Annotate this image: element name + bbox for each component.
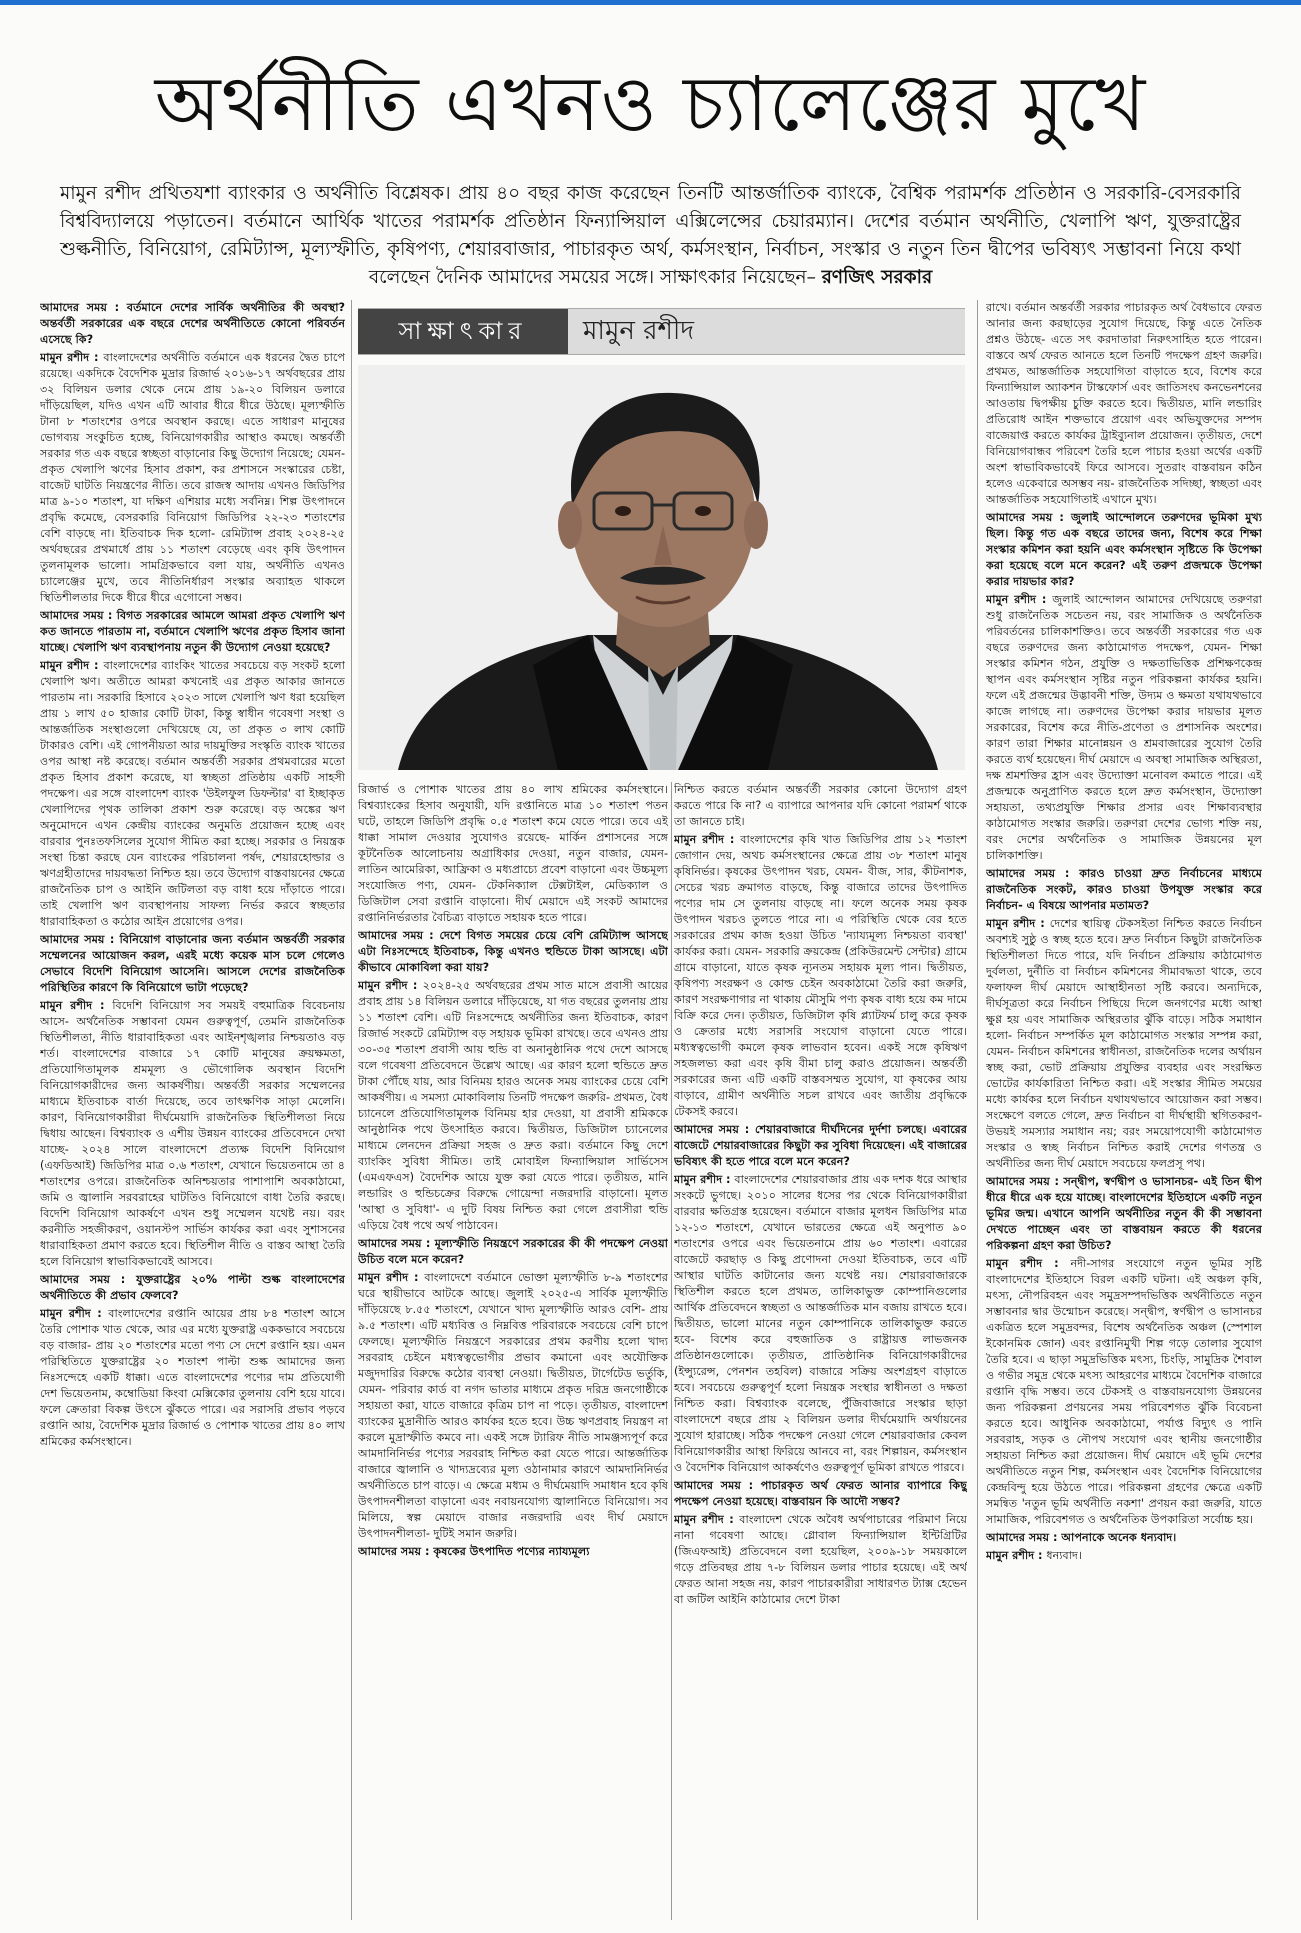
question-paragraph (674, 1122, 967, 1170)
answer-text: নদী-সাগর সংযোগে নতুন ভূমির সৃষ্টি বাংলাদেশের ইতিহাসে বিরল একটি ঘটনা। এই অঞ্চল কৃষি, মৎস্য, নৌপরিবহন এবং সমুদ্রসম্পদভিত্তিক অর্থনীতিতে নতুন সম্ভাবনার দ্বার উন্মোচন করেছে। সন্দ্বীপ, স্বর্ণদ্বীপ ও ভাসানচর একত্রিত হলে সমুদ্রবন্দর, বিশেষ অর্থনৈতিক অঞ্চল (স্পেশাল ইকোনমিক জোন) এবং রপ্তানিমুখী শিল্প গড়ে তোলার সুযোগ তৈরি হবে। এ ছাড়া সমুদ্রভিত্তিক মৎস্য, চিংড়ি, সামুদ্রিক শৈবাল ও গভীর সমুদ্র থেকে মৎস্য আহরণের মাধ্যমে বৈদেশিক বাজারে রপ্তানি বৃদ্ধি সম্ভব। তবে টেকসই ও বাস্তবায়নযোগ্য উন্নয়নের জন্য পরিকল্পনা প্রণয়নের সময় পরিবেশগত ঝুঁকি বিবেচনা করতে হবে। আধুনিক অবকাঠামো, পর্যাপ্ত বিদ্যুৎ ও পানি সরবরাহ, সড়ক ও নৌপথ সংযোগ এবং স্থানীয় জনগোষ্ঠীর সহায়তা নিশ্চিত করা প্রয়োজন। দীর্ঘ মেয়াদে এই ভূমি দেশের অর্থনীতিতে নতুন শিল্প, কর্মসংস্থান এবং বৈদেশিক বিনিয়োগের কেন্দ্রবিন্দু হয়ে উঠতে পারে। পরিকল্পনা গ্রহণের ক্ষেত্রে একটি সমন্বিত 'নতুন ভূমি অর্থনীতি নকশা' প্রণয়ন করা জরুরি, যাতে সামাজিক, পরিবেশগত ও অর্থনৈতিক উপকারিতা সর্বোচ্চ হয়। (986, 1257, 1262, 1526)
top-accent-bar (0, 0, 1301, 5)
column-rule-middle (671, 782, 672, 1920)
speaker-label-interviewer: আমাদের সময় : (358, 1237, 435, 1250)
answer-text: বাংলাদেশ থেকে অবৈধ অর্থপাচারের পরিমাণ নিয়ে নানা গবেষণা আছে। গ্লোবাল ফিন্যান্সিয়াল ইন্টিগ্রিটির (জিএফআই) প্রতিবেদনে বলা হয়েছিল, ২০০৯-১৮ সময়কালে গড়ে প্রতিবছর প্রায় ৭-৮ বিলিয়ন ডলার পাচার হয়েছে। এই অর্থ ফেরত আনা সহজ নয়, কারণ পাচারকারীরা সাধারণত ট্যাক্স হেভেন বা জটিল আইনি কাঠামোর দেশে টাকা (674, 1513, 967, 1606)
speaker-label-interviewee: মামুন রশীদ : (674, 1173, 735, 1186)
question-text: পাচারকৃত অর্থ ফেরত আনার ব্যাপারে কিছু পদক্ষেপ নেওয়া হয়েছে। বাস্তবায়ন কি আদৌ সম্ভব? (674, 1479, 967, 1508)
speaker-label-interviewer: আমাদের সময় : (358, 1545, 434, 1558)
question-paragraph (40, 1272, 345, 1304)
speaker-label-interviewee: মামুন রশীদ : (40, 1307, 109, 1320)
column-rule-right (977, 300, 978, 1920)
continued-paragraph: রাখে। বর্তমান অন্তর্বর্তী সরকার পাচারকৃত অর্থ বৈধভাবে ফেরত আনার জন্য করছাড়ের সুযোগ দিয়েছে, কিন্তু এতে নৈতিক প্রশ্নও উঠছে- এতে সৎ করদাতারা নিরুৎসাহিত হতে পারেন। বাস্তবে অর্থ ফেরত আনতে হলে তিনটি পদক্ষেপ গ্রহণ জরুরি। প্রথমত, আন্তর্জাতিক সহযোগিতা বাড়াতে হবে, বিশেষ করে ফিন্যান্সিয়াল অ্যাকশন টাস্কফোর্স এবং জাতিসংঘ কনভেনশনের আওতায় দ্বিপক্ষীয় চুক্তি করতে হবে। দ্বিতীয়ত, মানি লন্ডারিং প্রতিরোধ আইন শক্তভাবে প্রয়োগ এবং অভিযুক্তদের সম্পদ বাজেয়াপ্ত করতে কার্যকর ট্রাইব্যুনাল প্রয়োজন। তৃতীয়ত, দেশে বিনিয়োগবান্ধব পরিবেশ তৈরি হলে পাচার হওয়া অর্থের একটি অংশ স্বাভাবিকভাবেই ফিরে আসবে। সুতরাং বাস্তবায়ন কঠিন হলেও একেবারে অসম্ভব নয়- রাজনৈতিক সদিচ্ছা, স্বচ্ছতা এবং আন্তর্জাতিক সহযোগিতাই এখানে মুখ্য। (986, 301, 1262, 506)
speaker-label-interviewee: মামুন রশীদ : (986, 593, 1053, 606)
speaker-label-interviewer: আমাদের সময় : (40, 609, 117, 622)
speaker-label-interviewer: আমাদের সময় : (674, 1479, 761, 1492)
answer-paragraph (358, 1270, 668, 1542)
headline: অর্থনীতি এখনও চ্যালেঞ্জের মুখে (154, 59, 1147, 148)
interview-banner (358, 308, 965, 355)
column-rule-left (351, 300, 352, 1920)
question-paragraph (986, 1530, 1262, 1546)
answer-paragraph (40, 1306, 345, 1450)
interview-kicker: সাক্ষাৎকার (358, 309, 568, 354)
answer-text: বাংলাদেশের শেয়ারবাজার প্রায় এক দশক ধরে আস্থার সংকটে ভুগছে। ২০১০ সালের ধসের পর থেকে বিনিয়োগকারীরা বারবার ক্ষতিগ্রস্ত হয়েছেন। বর্তমানে বাজার মূলধন জিডিপির মাত্র ১২-১৩ শতাংশে, যেখানে ভারতের ক্ষেত্রে এই অনুপাত ৯০ শতাংশের ওপরে এবং ভিয়েতনামে প্রায় ৬০ শতাংশ। এবারের বাজেটে করছাড় ও কিছু প্রণোদনা দেওয়া ইতিবাচক, তবে এটি আস্থার ঘাটতি কাটানোর জন্য যথেষ্ট নয়। শেয়ারবাজারকে স্থিতিশীল করতে হলে প্রথমত, তালিকাভুক্ত কোম্পানিগুলোর আর্থিক প্রতিবেদনে স্বচ্ছতা ও আন্তর্জাতিক মান বজায় রাখতে হবে। দ্বিতীয়ত, ভালো মানের নতুন কোম্পানিকে তালিকাভুক্ত করতে হবে- বিশেষ করে বহুজাতিক ও রাষ্ট্রায়ত্ত লাভজনক প্রতিষ্ঠানগুলোকে। তৃতীয়ত, প্রাতিষ্ঠানিক বিনিয়োগকারীদের (ইন্স্যুরেন্স, পেনশন তহবিল) বাজারে সক্রিয় অংশগ্রহণ বাড়াতে হবে। সবচেয়ে গুরুত্বপূর্ণ হলো নিয়ন্ত্রক সংস্থার স্বাধীনতা ও দক্ষতা নিশ্চিত করা। বিশ্বব্যাংক বলেছে, পুঁজিবাজারে সংস্কার ছাড়া বাংলাদেশে বছরে প্রায় ২ বিলিয়ন ডলার দীর্ঘমেয়াদি অর্থায়নের সুযোগ হারাচ্ছে। সঠিক পদক্ষেপ নেওয়া গেলে শেয়ারবাজার কেবল বিনিয়োগকারীর আস্থা ফিরিয়ে আনবে না, বরং শিল্পায়ন, কর্মসংস্থান ও বৈদেশিক বিনিয়োগ আকর্ষণেও গুরুত্বপূর্ণ ভূমিকা রাখতে পারবে। (674, 1173, 967, 1474)
question-paragraph (358, 1236, 668, 1268)
speaker-label-interviewee: মামুন রশীদ : (674, 833, 741, 846)
answer-paragraph (358, 978, 668, 1234)
question-text: কারও চাওয়া দ্রুত নির্বাচনের মাধ্যমে রাজনৈতিক সংকট, কারও চাওয়া উপযুক্ত সংস্কার করে নির্বাচন- এ বিষয়ে আপনার মতামত? (986, 867, 1262, 912)
answer-paragraph (40, 998, 345, 1270)
question-text: আপনাকে অনেক ধন্যবাদ। (1061, 1531, 1177, 1544)
answer-text: বাংলাদেশের অর্থনীতি বর্তমানে এক ধরনের দ্বৈত চাপে রয়েছে। একদিকে বৈদেশিক মুদ্রার রিজার্ভ ২০১৬-১৭ অর্থবছরের প্রায় ৩২ বিলিয়ন ডলার থেকে নেমে প্রায় ১৯-২০ বিলিয়ন ডলারে দাঁড়িয়েছিল, যদিও এখন এটি আবার ধীরে ধীরে উঠছে। মূল্যস্ফীতি টানা ৮ শতাংশের ওপরে অবস্থান করছে। এতে সাধারণ মানুষের ভোগব্যয় সংকুচিত হচ্ছে, বিনিয়োগকারীর আস্থাও কমছে। অন্তর্বর্তী সরকার গত এক বছরে স্বচ্ছতা বাড়ানোর কিছু উদ্যোগ নিয়েছে; যেমন- প্রকৃত খেলাপি ঋণের হিসাব প্রকাশ, কর প্রশাসনে সংস্কারের চেষ্টা, বাজেট ঘাটতি নিয়ন্ত্রণের নীতি। তবে রাজস্ব আদায় এখনও জিডিপির মাত্র ৯-১০ শতাংশ, যা দক্ষিণ এশিয়ার মধ্যে সর্বনিম্ন। শিল্প উৎপাদনে প্রবৃদ্ধি কমেছে, বেসরকারি বিনিয়োগ জিডিপির ২২-২৩ শতাংশের বেশি বাড়ছে না। ইতিবাচক দিক হলো- রেমিট্যান্স প্রবাহ ২০২৪-২৫ অর্থবছরের প্রথমার্ধে প্রায় ১১ শতাংশ বেড়েছে এবং কৃষি উৎপাদন তুলনামূলক ভালো। সামগ্রিকভাবে বলা যায়, অর্থনীতি এখনও চ্যালেঞ্জের মুখে, তবে নীতিনির্ধারণ সংস্কার অব্যাহত থাকলে স্থিতিশীলতার দিকে ধীরে ধীরে এগোনো সম্ভব। (40, 351, 345, 604)
question-paragraph (40, 300, 345, 348)
speaker-label-interviewer: আমাদের সময় : (674, 1123, 755, 1136)
intro-paragraph (60, 180, 1241, 292)
answer-paragraph (674, 832, 967, 1120)
speaker-label-interviewer: আমাদের সময় : (40, 301, 127, 314)
answer-paragraph (986, 592, 1262, 864)
answer-text: ধন্যবাদ। (1046, 1549, 1082, 1562)
question-paragraph (986, 1174, 1262, 1254)
question-paragraph (40, 608, 345, 656)
speaker-label-interviewee: মামুন রশীদ : (358, 1271, 425, 1284)
question-text: যুক্তরাষ্ট্রের ২০% পাল্টা শুল্ক বাংলাদেশের অর্থনীতিতে কী প্রভাব ফেলবে? (40, 1273, 345, 1302)
article-column-3 (674, 782, 967, 1920)
answer-paragraph (674, 1172, 967, 1476)
question-text: বর্তমানে দেশের সার্বিক অর্থনীতির কী অবস্থা? অন্তর্বর্তী সরকারের এক বছরে দেশের অর্থনীতিতে কোনো পরিবর্তন এসেছে কি? (40, 301, 345, 346)
intro-byline: রণজিৎ সরকার (821, 267, 933, 288)
answer-text: বিদেশি বিনিয়োগ সব সময়ই বহুমাত্রিক বিবেচনায় আসে- অর্থনৈতিক সম্ভাবনা যেমন গুরুত্বপূর্ণ, তেমনি রাজনৈতিক স্থিতিশীলতা, নীতি ধারাবাহিকতা এবং আইনশৃঙ্খলার নিশ্চয়তাও বড় শর্ত। বাংলাদেশের বাজারে ১৭ কোটি মানুষের ক্রয়ক্ষমতা, প্রতিযোগিতামূলক শ্রমমূল্য ও ভৌগোলিক অবস্থান বিদেশি বিনিয়োগকারীদের জন্য আকর্ষণীয়। অন্তর্বর্তী সরকার সম্মেলনের মাধ্যমে ইতিবাচক বার্তা দিয়েছে, তবে তাৎক্ষণিক সাড়া মেলেনি। কারণ, বিনিয়োগকারীরা দীর্ঘমেয়াদি রাজনৈতিক স্থিতিশীলতা নিয়ে দ্বিধায় আছেন। বিশ্বব্যাংক ও এশীয় উন্নয়ন ব্যাংকের প্রতিবেদনে দেখা যাচ্ছে- ২০২৪ সালে বাংলাদেশে প্রত্যক্ষ বিদেশি বিনিয়োগ (এফডিআই) জিডিপির মাত্র ০.৬ শতাংশ, যেখানে ভিয়েতনামে তা ৪ শতাংশের ওপরে। রাজনৈতিক অনিশ্চয়তার পাশাপাশি অবকাঠামো, জমি ও জ্বালানি সরবরাহের ঘাটতিও বিনিয়োগে বাধা তৈরি করছে। বিদেশি বিনিয়োগ আকর্ষণে এখন শুধু সম্মেলন যথেষ্ট নয়। বরং করনীতি সহজীকরণ, ওয়ানস্টপ সার্ভিস কার্যকর করা এবং সুশাসনের ধারাবাহিকতা প্রমাণ করতে হবে। স্থিতিশীল নীতি ও বাস্তব আস্থা তৈরি হলে বিনিয়োগ স্বাভাবিকভাবেই আসবে। (40, 999, 345, 1268)
answer-text: বাংলাদেশের কৃষি খাত জিডিপির প্রায় ১২ শতাংশ জোগান দেয়, অথচ কর্মসংস্থানের ক্ষেত্রে প্রায় ৩৮ শতাংশ মানুষ কৃষিনির্ভর। কৃষকের উৎপাদন খরচ, যেমন- বীজ, সার, কীটনাশক, সেচের খরচ ক্রমাগত বাড়ছে, কিন্তু বাজারে তাদের উৎপাদিত পণ্যের দাম সে তুলনায় বাড়ছে না। ফলে অনেক সময় কৃষক উৎপাদন খরচও তুলতে পারে না। এ পরিস্থিতি থেকে বের হতে সরকারের প্রথম কাজ হওয়া উচিত 'ন্যায্যমূল্য নিশ্চয়তা ব্যবস্থা' কার্যকর করা। যেমন- সরকারি ক্রয়কেন্দ্র (প্রকিউরমেন্ট সেন্টার) গ্রামে গ্রামে বাড়ানো, যাতে কৃষক ন্যূনতম সহায়ক মূল্য পান। দ্বিতীয়ত, কৃষিপণ্য সংরক্ষণ ও কোল্ড চেইন অবকাঠামো তৈরি করা জরুরি, কারণ সংরক্ষণাগার না থাকায় মৌসুমি পণ্য কৃষক বাধ্য হয়ে কম দামে বিক্রি করে দেন। তৃতীয়ত, ডিজিটাল কৃষি প্ল্যাটফর্ম চালু করে কৃষক ও ক্রেতার মধ্যে সরাসরি সংযোগ বাড়ানো যেতে পারে। মধ্যস্বত্বভোগী কমলে কৃষক লাভবান হবেন। একই সঙ্গে কৃষিঋণ সহজলভ্য করা এবং কৃষি বীমা চালু করাও প্রয়োজন। অন্তর্বর্তী সরকারের জন্য এটি একটি বাস্তবসম্মত সুযোগ, যা কৃষকের আয় বাড়াবে, গ্রামীণ অর্থনীতি সচল রাখবে এবং জাতীয় প্রবৃদ্ধিকে টেকসই করবে। (674, 833, 967, 1118)
question-paragraph (40, 932, 345, 996)
question-text: জুলাই আন্দোলনে তরুণদের ভূমিকা মুখ্য ছিল। কিন্তু গত এক বছরে তাদের জন্য, বিশেষ করে শিক্ষা সংস্কার কমিশন করা হয়নি এবং কর্মসংস্থান সৃষ্টিতে কি উপেক্ষা করা হয়েছে বলে মনে করেন? এই তরুণ প্রজন্মকে উপেক্ষা করার দায়ভার কার? (986, 511, 1262, 588)
speaker-label-interviewee: মামুন রশীদ : (40, 351, 104, 364)
speaker-label-interviewer: আমাদের সময় : (986, 1531, 1062, 1544)
speaker-label-interviewer: আমাদের সময় : (40, 933, 120, 946)
speaker-label-interviewer: আমাদের সময় : (986, 511, 1072, 524)
continued-paragraph: রিজার্ভ ও পোশাক খাতের প্রায় ৪০ লাখ শ্রমিকের কর্মসংস্থানে। বিশ্বব্যাংকের হিসাব অনুযায়ী, যদি রপ্তানিতে মাত্র ১০ শতাংশ পতন ঘটে, তাহলে জিডিপি প্রবৃদ্ধি ০.৫ শতাংশ কমে যেতে পারে। তবে এই ধাক্কা সামাল দেওয়ার সুযোগও রয়েছে- মার্কিন প্রশাসনের সঙ্গে কূটনৈতিক আলোচনায় অগ্রাধিকার দেওয়া, নতুন বাজার, যেমন- লাতিন আমেরিকা, আফ্রিকা ও মধ্যপ্রাচ্যে প্রবেশ বাড়ানো এবং উচ্চমূল্য সংযোজিত পণ্য, যেমন- টেকনিক্যাল টেক্সটাইল, মেডিক্যাল ও ডিজিটাল সেবা রপ্তানি বাড়ানো। দীর্ঘ মেয়াদে এই সংকট আমাদের রপ্তানিনির্ভরতার বৈচিত্র্য বাড়াতে সহায়ক হতে পারে। (358, 783, 668, 924)
answer-text: ২০২৪-২৫ অর্থবছরের প্রথম সাত মাসে প্রবাসী আয়ের প্রবাহ প্রায় ১৪ বিলিয়ন ডলারে দাঁড়িয়েছে, যা গত বছরের তুলনায় প্রায় ১১ শতাংশ বেশি। এটি নিঃসন্দেহে অর্থনীতির জন্য ইতিবাচক, কারণ রিজার্ভ সংকটে রেমিট্যান্স বড় সহায়ক ভূমিকা রাখছে। তবে এখনও প্রায় ৩০-৩৫ শতাংশ প্রবাসী আয় হুন্ডি বা অনানুষ্ঠানিক পথে দেশে আসছে বলে গবেষণা প্রতিবেদনে উল্লেখ আছে। এর কারণ হলো হুন্ডিতে দ্রুত টাকা পৌঁছে যায়, আর বিনিময় হারও অনেক সময় ব্যাংকের চেয়ে বেশি আকর্ষণীয়। এ সমস্যা মোকাবিলায় তিনটি পদক্ষেপ জরুরি- প্রথমত, বৈধ চ্যানেলে প্রতিযোগিতামূলক বিনিময় হার দেওয়া, যা প্রবাসী শ্রমিককে আনুষ্ঠানিক পথে উৎসাহিত করবে। দ্বিতীয়ত, ডিজিটাল চ্যানেলের মাধ্যমে লেনদেন প্রক্রিয়া সহজ ও দ্রুত করা। বর্তমানে কিছু দেশে ব্যাংকিং সুবিধা সীমিত। তাই মোবাইল ফিন্যান্সিয়াল সার্ভিসেস (এমএফএস) বৈদেশিক আয়ে যুক্ত করা যেতে পারে। তৃতীয়ত, মানি লন্ডারিং ও হুন্ডিচক্রের বিরুদ্ধে গোয়েন্দা নজরদারি বাড়ানো। মূলত 'আস্থা ও সুবিধা'- এ দুটি বিষয় নিশ্চিত করা গেলে প্রবাসীরা হুন্ডি এড়িয়ে বৈধ পথে অর্থ পাঠাবেন। (358, 979, 668, 1232)
question-text: সন্দ্বীপ, স্বর্ণদ্বীপ ও ভাসানচর- এই তিন দ্বীপ ধীরে ধীরে এক হয়ে যাচ্ছে। বাংলাদেশের ইতিহাসে একটি নতুন ভূমির জন্ম। এখানে আপনি অর্থনীতির নতুন কী কী সম্ভাবনা দেখতে পাচ্ছেন এবং তা বাস্তবায়ন করতে কী ধরনের পরিকল্পনা গ্রহণ করা উচিত? (986, 1175, 1262, 1252)
question-text: শেয়ারবাজারে দীর্ঘদিনের দুর্দশা চলছে। এবারের বাজেটে শেয়ারবাজারের কিছুটা কর সুবিধা দিয়েছেন। এই বাজারের ভবিষ্যৎ কী হতে পারে বলে মনে করেন? (674, 1123, 967, 1168)
answer-paragraph (986, 1256, 1262, 1528)
speaker-label-interviewee: মামুন রশীদ : (40, 659, 104, 672)
interviewee-name: মামুন রশীদ (583, 316, 694, 346)
portrait-illustration (358, 365, 965, 770)
intro-text: মামুন রশীদ প্রথিতযশা ব্যাংকার ও অর্থনীতি বিশ্লেষক। প্রায় ৪০ বছর কাজ করেছেন তিনটি আন্তর্জাতিক ব্যাংকে, বৈশ্বিক পরামর্শক প্রতিষ্ঠান ও সরকারি-বেসরকারি বিশ্ববিদ্যালয়ে পড়াতেন। বর্তমানে আর্থিক খাতের পরামর্শক প্রতিষ্ঠান ফিন্যান্সিয়াল এক্সিলেন্সের চেয়ারম্যান। দেশের বর্তমান অর্থনীতি, খেলাপি ঋণ, যুক্তরাষ্ট্রের শুল্কনীতি, বিনিয়োগ, রেমিট্যান্স, মূল্যস্ফীতি, কৃষিপণ্য, শেয়ারবাজার, পাচারকৃত অর্থ, কর্মসংস্থান, নির্বাচন, সংস্কার ও নতুন তিন দ্বীপের ভবিষ্যৎ সম্ভাবনা নিয়ে কথা বলেছেন দৈনিক আমাদের সময়ের সঙ্গে। সাক্ষাৎকার নিয়েছেন– (60, 183, 1241, 288)
question-text: কৃষকের উৎপাদিত পণ্যের ন্যায্যমূল্য (433, 1545, 590, 1558)
question-paragraph (986, 510, 1262, 590)
continued-paragraph: নিশ্চিত করতে বর্তমান অন্তর্বর্তী সরকার কোনো উদ্যোগ গ্রহণ করতে পারে কি না? এ ব্যাপারে আপনার যদি কোনো পরামর্শ থাকে তা জানতে চাই। (674, 783, 967, 828)
answer-paragraph (986, 916, 1262, 1172)
answer-text: জুলাই আন্দোলন আমাদের দেখিয়েছে তরুণরা শুধু রাজনৈতিক সচেতন নয়, বরং সামাজিক ও অর্থনৈতিক পরিবর্তনের চালিকাশক্তিও। তবে অন্তর্বর্তী সরকারের গত এক বছরে তরুণদের জন্য কাঠামোগত পদক্ষেপ, যেমন- শিক্ষা সংস্কার কমিশন গঠন, প্রযুক্তি ও দক্ষতাভিত্তিক প্রশিক্ষণকেন্দ্র স্থাপন এবং কর্মসংস্থান সৃষ্টির নতুন পরিকল্পনা কার্যকর হয়নি। ফলে এই প্রজন্মের উদ্ভাবনী শক্তি, উদ্যম ও ক্ষমতা যথাযথভাবে কাজে লাগছে না। তরুণদের উপেক্ষা করার দায়ভার মূলত সরকারের, বিশেষ করে নীতি-প্রণেতা ও প্রশাসনিক অংশের। কারণ তারা শিক্ষার মানোন্নয়ন ও শ্রমবাজারের সুযোগ তৈরি করতে ব্যর্থ হয়েছেন। দীর্ঘ মেয়াদে এ অবস্থা সামাজিক অস্থিরতা, দক্ষ শ্রমশক্তির হ্রাস এবং উদ্যোক্তা মনোবল কমাতে পারে। এই প্রজন্মকে অনুপ্রাণিত করতে হলে দ্রুত কর্মসংস্থান, উদ্যোক্তা সহায়তা, তথ্যপ্রযুক্তি শিক্ষার প্রসার এবং শিক্ষাব্যবস্থার কাঠামোগত সংস্কার জরুরি। তরুণরা দেশের ভোগ্য শক্তি নয়, বরং দেশের অর্থনৈতিক ও সামাজিক উন্নয়নের মূল চালিকাশক্তি। (986, 593, 1262, 862)
speaker-label-interviewee: মামুন রশীদ : (986, 917, 1050, 930)
answer-paragraph (674, 1512, 967, 1608)
speaker-label-interviewee: মামুন রশীদ : (986, 1549, 1047, 1562)
speaker-label-interviewer: আমাদের সময় : (358, 929, 440, 942)
question-paragraph (358, 928, 668, 976)
question-paragraph (358, 1544, 668, 1560)
answer-text: বাংলাদেশের ব্যাংকিং খাতের সবচেয়ে বড় সংকট হলো খেলাপি ঋণ। অতীতে আমরা কখনোই এর প্রকৃত আকার জানতে পারতাম না। সরকারি হিসাবে ২০২৩ সালে খেলাপি ঋণ ধরা হয়েছিল প্রায় ১ লাখ ৫০ হাজার কোটি টাকা, কিন্তু স্বাধীন গবেষণা সংস্থা ও আন্তর্জাতিক সংস্থাগুলো দেখিয়েছে যে, তা প্রকৃত ৩ লাখ কোটি টাকারও বেশি। এই গোপনীয়তা আর দায়মুক্তির সংস্কৃতি ব্যাংক খাতের ওপর আস্থা নষ্ট করেছে। বর্তমান অন্তর্বর্তী সরকার প্রথমবারের মতো প্রকৃত হিসাব প্রকাশ করেছে, যা স্বচ্ছতা প্রতিষ্ঠায় একটি সাহসী পদক্ষেপ। এর সঙ্গে বাংলাদেশ ব্যাংক 'উইলফুল ডিফল্টার' বা ইচ্ছাকৃত খেলাপিদের পৃথক তালিকা প্রকাশ শুরু করেছে। বড় অঙ্কের ঋণ অনুমোদনে এখন কেন্দ্রীয় ব্যাংকের অনুমতি প্রয়োজন হচ্ছে এবং বারবার পুনঃতফসিলের সুযোগ সীমিত করা হচ্ছে। সরকার ও নিয়ন্ত্রক সংস্থা চিন্তা করছে যেন ব্যাংকের পরিচালনা পর্ষদ, শেয়ারহোল্ডার ও ঋণগ্রহীতাদের দায়বদ্ধতা নিশ্চিত হয়। তবে উদ্যোগ বাস্তবায়নের ক্ষেত্রে রাজনৈতিক চাপ ও আইনি জটিলতা বড় বাধা হয়ে দাঁড়াতে পারে। তাই খেলাপি ঋণ ব্যবস্থাপনায় সাফল্য নির্ভর করবে স্বচ্ছতার ধারাবাহিকতা ও কঠোর আইন প্রয়োগের ওপর। (40, 659, 345, 928)
question-text: দেশে বিগত সময়ের চেয়ে বেশি রেমিট্যান্স আসছে এটা নিঃসন্দেহে ইতিবাচক, কিন্তু এখনও হুন্ডিতে টাকা আসছে। এটা কীভাবে মোকাবিলা করা যায়? (358, 929, 668, 974)
question-paragraph (986, 866, 1262, 914)
speaker-label-interviewer: আমাদের সময় : (40, 1273, 137, 1286)
speaker-label-interviewee: মামুন রশীদ : (986, 1257, 1071, 1270)
article-column-4 (986, 300, 1262, 1920)
interviewee-photo (358, 365, 965, 770)
answer-paragraph (40, 658, 345, 930)
speaker-label-interviewee: মামুন রশীদ : (40, 999, 113, 1012)
answer-paragraph (986, 1548, 1262, 1564)
answer-text: দেশের স্থায়িত্ব টেকসইতা নিশ্চিত করতে নির্বাচন অবশ্যই সুষ্ঠু ও স্বচ্ছ হতে হবে। দ্রুত নির্বাচন কিছুটা রাজনৈতিক স্থিতিশীলতা দিতে পারে, যদি নির্বাচন প্রক্রিয়ায় কাঠামোগত দুর্বলতা, দুর্নীতি বা নির্বাচন কমিশনের সীমাবদ্ধতা থাকে, তবে ফলাফল দীর্ঘ মেয়াদে আস্থাহীনতা সৃষ্টি করবে। অন্যদিকে, দীর্ঘসূত্রতা করে নির্বাচন পিছিয়ে দিলে জনগণের মধ্যে আস্থা ক্ষুণ্ণ হয় এবং সামাজিক অস্থিরতার ঝুঁকি বাড়ে। সঠিক সমাধান হলো- নির্বাচন সম্পর্কিত মূল কাঠামোগত সংস্কার সম্পন্ন করা, যেমন- নির্বাচন কমিশনের স্বাধীনতা, রাজনৈতিক দলের অর্থায়ন স্বচ্ছ করা, ভোট প্রক্রিয়ায় প্রযুক্তির ব্যবহার এবং সংরক্ষিত ভোটের কার্যকারিতা নিশ্চিত করা। এই সংস্কার সীমিত সময়ের মধ্যে কার্যকর হলে নির্বাচন যথাযথভাবে আয়োজন করা সম্ভব। সংক্ষেপে বলতে গেলে, দ্রুত নির্বাচন বা দীর্ঘস্থায়ী স্থগিতকরণ- উভয়ই সমস্যার সমাধান নয়; বরং সময়োপযোগী কাঠামোগত সংস্কার ও স্বচ্ছ নির্বাচন নিশ্চিত করাই দেশের গণতন্ত্র ও অর্থনীতির জন্য দীর্ঘ মেয়াদে সবচেয়ে ফলপ্রসূ পথ। (986, 917, 1262, 1170)
answer-text: বাংলাদেশে বর্তমানে ভোক্তা মূল্যস্ফীতি ৮-৯ শতাংশের ঘরে স্থায়ীভাবে আটকে আছে। জুলাই ২০২৫-এ সার্বিক মূল্যস্ফীতি দাঁড়িয়েছে ৮.৫৫ শতাংশে, যেখানে খাদ্য মূল্যস্ফীতি আরও বেশি- প্রায় ৯.৫ শতাংশ। এটি মধ্যবিত্ত ও নিম্নবিত্ত পরিবারকে সবচেয়ে বেশি চাপে ফেলছে। মূল্যস্ফীতি নিয়ন্ত্রণে সরকারের প্রথম করণীয় হলো খাদ্য সরবরাহ চেইনে মধ্যস্বত্বভোগীর প্রভাব কমানো এবং অযৌক্তিক মজুদদারির বিরুদ্ধে কঠোর ব্যবস্থা নেওয়া। দ্বিতীয়ত, টার্গেটেড ভর্তুকি, যেমন- পরিবার কার্ড বা নগদ ভাতার মাধ্যমে প্রকৃত দরিদ্র জনগোষ্ঠীকে সহায়তা করা, যাতে বাজারে কৃত্রিম চাপ না পড়ে। তৃতীয়ত, বাংলাদেশ ব্যাংকের মুদ্রানীতি আরও কার্যকর হতে হবে। উচ্চ ঋণপ্রবাহ নিয়ন্ত্রণ না করলে মুদ্রাস্ফীতি কমবে না। একই সঙ্গে ট্যারিফ নীতি সামঞ্জস্যপূর্ণ করে আমদানিনির্ভর পণ্যের সরবরাহ নিশ্চিত করা যেতে পারে। আন্তর্জাতিক বাজারে জ্বালানি ও খাদ্যদ্রব্যের মূল্য ওঠানামার কারণে আমদানিনির্ভর অর্থনীতিতে চাপ বাড়ে। এ ক্ষেত্রে মধ্যম ও দীর্ঘমেয়াদি সমাধান হবে কৃষি উৎপাদনশীলতা বাড়ানো এবং নবায়নযোগ্য জ্বালানিতে বিনিয়োগ। সব মিলিয়ে, স্বল্প মেয়াদে বাজার নজরদারি এবং দীর্ঘ মেয়াদে উৎপাদনশীলতা- দুটিই সমান জরুরি। (358, 1271, 668, 1540)
answer-paragraph (40, 350, 345, 606)
article-column-1 (40, 300, 345, 1920)
speaker-label-interviewee: মামুন রশীদ : (674, 1513, 740, 1526)
speaker-label-interviewee: মামুন রশীদ : (358, 979, 423, 992)
speaker-label-interviewer: আমাদের সময় : (986, 1175, 1064, 1188)
question-text: মূল্যস্ফীতি নিয়ন্ত্রণে সরকারের কী কী পদক্ষেপ নেওয়া উচিত বলে মনে করেন? (358, 1237, 668, 1266)
speaker-label-interviewer: আমাদের সময় : (986, 867, 1080, 880)
answer-text: বাংলাদেশের রপ্তানি আয়ের প্রায় ৮৪ শতাংশ আসে তৈরি পোশাক খাত থেকে, আর এর মধ্যে যুক্তরাষ্ট্র এককভাবে সবচেয়ে বড় বাজার- প্রায় ২০ শতাংশের মতো পণ্য সে দেশে রপ্তানি হয়। এমন পরিস্থিতিতে যুক্তরাষ্ট্রের ২০ শতাংশ পাল্টা শুল্ক আমাদের জন্য নিঃসন্দেহে একটি ধাক্কা। এতে বাংলাদেশের পণ্যের দাম প্রতিযোগী দেশ ভিয়েতনাম, কম্বোডিয়া কিংবা মেক্সিকোর তুলনায় বেশি হয়ে যাবে। ফলে ক্রেতারা বিকল্প উৎসে ঝুঁকতে পারে। এর সরাসরি প্রভাব পড়বে রপ্তানি আয়, বৈদেশিক মুদ্রার রিজার্ভ ও পোশাক খাতের প্রায় ৪০ লাখ শ্রমিকের কর্মসংস্থানে। (40, 1307, 345, 1448)
article-column-2 (358, 782, 668, 1920)
question-paragraph (674, 1478, 967, 1510)
question-text: বিগত সরকারের আমলে আমরা প্রকৃত খেলাপি ঋণ কত জানতে পারতাম না, বর্তমানে খেলাপি ঋণের প্রকৃত হিসাব জানা যাচ্ছে। খেলাপি ঋণ ব্যবস্থাপনায় নতুন কী উদ্যোগ নেওয়া হয়েছে? (40, 609, 345, 654)
question-text: বিনিয়োগ বাড়ানোর জন্য বর্তমান অন্তর্বর্তী সরকার সম্মেলনের আয়োজন করল, এরই মধ্যে কয়েক মাস চলে গেলেও সেভাবে বিদেশি বিনিয়োগ আসেনি। আসলে দেশের রাজনৈতিক পরিস্থিতির কারণে কি বিনিয়োগে ভাটা পড়েছে? (40, 933, 345, 994)
